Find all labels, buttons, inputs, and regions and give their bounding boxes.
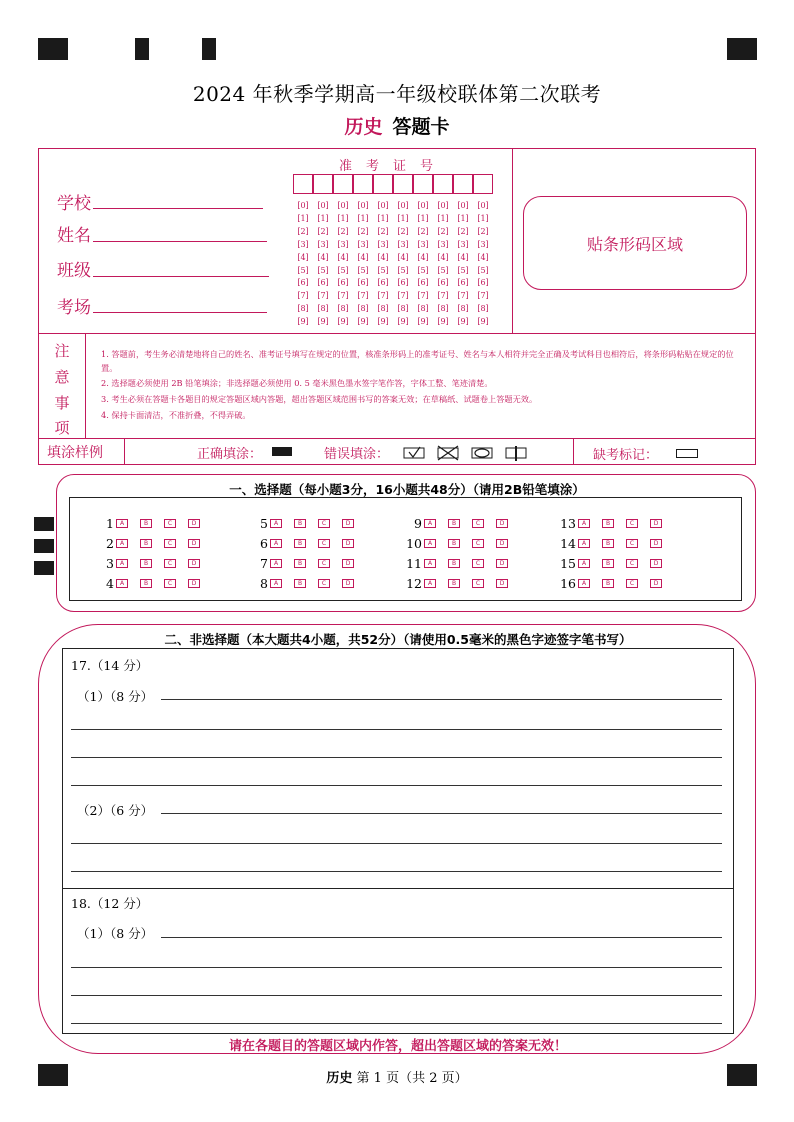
exam-number-bubble[interactable]: [2] <box>437 226 449 236</box>
option-bubble-b[interactable]: B <box>448 579 460 588</box>
exam-number-bubble[interactable]: [1] <box>317 213 329 223</box>
exam-number-bubble[interactable]: [4] <box>437 252 449 262</box>
exam-number-bubble[interactable]: [4] <box>297 252 309 262</box>
divider <box>573 438 574 465</box>
question-17-part-1-label: （1）（8 分） <box>77 689 154 704</box>
exam-number-bubble[interactable]: [4] <box>397 252 409 262</box>
notice-item-1: 1. 答题前，考生务必清楚地将自己的姓名、准考证号填写在规定的位置，核准条形码上的准考证号、姓名与本人相符并完全正确及考试科目也相符后，将条形码粘贴在规定的位置。 <box>101 349 734 373</box>
option-bubble-c[interactable]: C <box>164 579 176 588</box>
option-bubble-d[interactable]: D <box>188 539 200 548</box>
exam-number-bubble[interactable]: [3] <box>477 239 489 249</box>
exam-number-bubble[interactable]: [0] <box>337 201 349 210</box>
nonchoice-answer-area <box>62 648 734 1034</box>
option-bubble-a[interactable]: A <box>270 519 282 528</box>
footer-page-text: 第 1 页（共 2 页） <box>356 1071 468 1086</box>
registration-mark-side-1 <box>34 517 54 531</box>
exam-number-bubble[interactable]: [2] <box>417 226 429 236</box>
answer-line[interactable] <box>71 1023 722 1024</box>
exam-number-bubble[interactable]: [9] <box>337 317 349 327</box>
option-bubble-a[interactable]: A <box>116 539 128 548</box>
exam-number-bubble[interactable]: [3] <box>417 239 429 249</box>
exam-number-bubble[interactable]: [1] <box>357 213 369 223</box>
exam-number-bubble[interactable]: [8] <box>417 304 429 314</box>
exam-number-bubble[interactable]: [7] <box>417 291 429 301</box>
option-bubble-c[interactable]: C <box>472 539 484 548</box>
notice-item-3: 3. 考生必须在答题卡各题目的规定答题区域内答题，超出答题区域范围书写的答案无效；在草稿纸、试题卷上答题无效。 <box>101 394 538 404</box>
barcode-area: 贴条形码区域 <box>523 196 747 290</box>
exam-number-bubble[interactable]: [9] <box>357 317 369 327</box>
question-number: 5 <box>260 516 268 531</box>
option-bubble-a[interactable]: A <box>578 539 590 548</box>
option-bubble-a[interactable]: A <box>116 579 128 588</box>
answer-line[interactable] <box>161 699 722 700</box>
exam-number-digit-box[interactable] <box>393 174 413 194</box>
exam-number-bubble[interactable]: [0] <box>457 201 469 210</box>
footer-subject: 历史 <box>326 1071 353 1086</box>
exam-number-bubble[interactable]: [6] <box>377 278 389 288</box>
exam-number-bubble[interactable]: [6] <box>317 278 329 288</box>
exam-number-bubble[interactable]: [6] <box>337 278 349 288</box>
option-bubble-a[interactable]: A <box>424 539 436 548</box>
question-number: 7 <box>260 556 268 571</box>
exam-number-bubble[interactable]: [6] <box>417 278 429 288</box>
exam-number-bubble[interactable]: [1] <box>477 213 489 223</box>
wrong-fill-samples <box>403 445 533 461</box>
option-bubble-a[interactable]: A <box>270 579 282 588</box>
question-number: 12 <box>406 576 422 591</box>
question-number: 15 <box>560 556 576 571</box>
exam-number-bubble[interactable]: [6] <box>357 278 369 288</box>
exam-title: 2024 年秋季学期高一年级校联体第二次联考 <box>192 82 602 106</box>
option-bubble-b[interactable]: B <box>448 519 460 528</box>
exam-number-bubble[interactable]: [1] <box>377 213 389 223</box>
exam-number-bubble[interactable]: [5] <box>397 265 409 275</box>
exam-number-bubble[interactable]: [5] <box>317 265 329 275</box>
answer-line[interactable] <box>71 995 722 996</box>
option-bubble-c[interactable]: C <box>472 559 484 568</box>
option-bubble-d[interactable]: D <box>188 559 200 568</box>
exam-number-digit-box[interactable] <box>413 174 433 194</box>
exam-number-bubble[interactable]: [6] <box>397 278 409 288</box>
exam-number-digit-box[interactable] <box>313 174 333 194</box>
exam-number-bubble[interactable]: [9] <box>477 317 489 327</box>
question-number: 6 <box>260 536 268 551</box>
exam-number-bubble[interactable]: [4] <box>377 252 389 262</box>
question-number: 11 <box>406 556 422 571</box>
question-number: 10 <box>406 536 422 551</box>
exam-number-digit-box[interactable] <box>333 174 353 194</box>
exam-number-bubble[interactable]: [8] <box>397 304 409 314</box>
info-box <box>38 148 756 465</box>
exam-number-bubble[interactable]: [8] <box>337 304 349 314</box>
exam-number-bubble[interactable]: [8] <box>377 304 389 314</box>
exam-number-title: 准考证号 <box>338 159 447 174</box>
exam-number-bubble[interactable]: [1] <box>337 213 349 223</box>
exam-number-bubble[interactable]: [4] <box>337 252 349 262</box>
question-number: 13 <box>560 516 576 531</box>
option-bubble-c[interactable]: C <box>626 579 638 588</box>
exam-number-bubble[interactable]: [2] <box>457 226 469 236</box>
question-17-label: 17.（14 分） <box>71 658 149 673</box>
absent-mark-box[interactable] <box>676 449 698 458</box>
option-bubble-b[interactable]: B <box>140 539 152 548</box>
notice-heading-4: 项 <box>54 419 70 437</box>
answer-line[interactable] <box>161 813 722 814</box>
exam-number-bubble[interactable]: [0] <box>317 201 329 210</box>
exam-number-bubble[interactable]: [5] <box>477 265 489 275</box>
exam-number-bubble[interactable]: [4] <box>417 252 429 262</box>
option-bubble-c[interactable]: C <box>626 559 638 568</box>
exam-number-bubble[interactable]: [7] <box>297 291 309 301</box>
exam-number-bubble[interactable]: [5] <box>357 265 369 275</box>
option-bubble-b[interactable]: B <box>294 559 306 568</box>
subject-name: 历史 <box>344 116 383 138</box>
exam-number-bubble[interactable]: [5] <box>457 265 469 275</box>
exam-number-bubble[interactable]: [4] <box>457 252 469 262</box>
exam-number-bubble[interactable]: [9] <box>377 317 389 327</box>
card-heading <box>0 112 794 139</box>
divider <box>39 438 755 439</box>
school-label: 学校 <box>57 194 91 214</box>
question-number: 1 <box>106 516 114 531</box>
divider <box>39 333 755 334</box>
option-bubble-d[interactable]: D <box>650 519 662 528</box>
divider <box>124 438 125 465</box>
answer-line[interactable] <box>71 757 722 758</box>
exam-number-bubble[interactable]: [5] <box>437 265 449 275</box>
question-number: 16 <box>560 576 576 591</box>
option-bubble-d[interactable]: D <box>496 539 508 548</box>
exam-number-bubble[interactable]: [6] <box>457 278 469 288</box>
registration-mark-top-right <box>727 38 757 60</box>
option-bubble-c[interactable]: C <box>626 539 638 548</box>
exam-number-bubble[interactable]: [3] <box>297 239 309 249</box>
exam-number-bubble[interactable]: [8] <box>477 304 489 314</box>
exam-number-bubble[interactable]: [0] <box>437 201 449 210</box>
exam-number-digit-box[interactable] <box>373 174 393 194</box>
exam-number-bubble[interactable]: [5] <box>337 265 349 275</box>
exam-number-bubble[interactable]: [9] <box>457 317 469 327</box>
question-number: 14 <box>560 536 576 551</box>
registration-mark-side-3 <box>34 561 54 575</box>
option-bubble-c[interactable]: C <box>318 579 330 588</box>
exam-number-bubble[interactable]: [7] <box>377 291 389 301</box>
exam-number-bubble[interactable]: [1] <box>417 213 429 223</box>
option-bubble-d[interactable]: D <box>496 559 508 568</box>
exam-number-bubble[interactable]: [0] <box>377 201 389 210</box>
exam-number-bubble[interactable]: [7] <box>477 291 489 301</box>
option-bubble-c[interactable]: C <box>164 539 176 548</box>
answer-line[interactable] <box>161 937 722 938</box>
option-bubble-d[interactable]: D <box>188 519 200 528</box>
exam-number-bubble[interactable]: [1] <box>297 213 309 223</box>
question-18-label: 18.（12 分） <box>71 896 149 911</box>
exam-number-bubble[interactable]: [9] <box>397 317 409 327</box>
name-label: 姓名 <box>57 226 91 246</box>
option-bubble-b[interactable]: B <box>140 579 152 588</box>
question-number: 9 <box>414 516 422 531</box>
option-bubble-c[interactable]: C <box>318 519 330 528</box>
exam-number-bubble[interactable]: [3] <box>357 239 369 249</box>
choice-answer-area <box>69 497 742 601</box>
answer-line[interactable] <box>71 967 722 968</box>
nonchoice-section <box>38 624 756 1054</box>
option-bubble-d[interactable]: D <box>342 579 354 588</box>
correct-fill-sample <box>272 447 292 456</box>
exam-number-digit-box[interactable] <box>353 174 373 194</box>
question-divider <box>63 888 733 889</box>
exam-number-bubble[interactable]: [2] <box>337 226 349 236</box>
exam-number-bubble[interactable]: [1] <box>437 213 449 223</box>
room-label: 考场 <box>57 298 91 318</box>
notice-heading-2: 意 <box>54 368 70 386</box>
exam-number-bubble[interactable]: [3] <box>437 239 449 249</box>
option-bubble-d[interactable]: D <box>496 579 508 588</box>
option-bubble-a[interactable]: A <box>578 519 590 528</box>
option-bubble-d[interactable]: D <box>342 559 354 568</box>
class-label: 班级 <box>57 261 91 281</box>
option-bubble-b[interactable]: B <box>294 519 306 528</box>
option-bubble-a[interactable]: A <box>270 559 282 568</box>
option-bubble-b[interactable]: B <box>294 579 306 588</box>
registration-mark-side-2 <box>34 539 54 553</box>
exam-number-bubble[interactable]: [4] <box>477 252 489 262</box>
exam-number-bubble[interactable]: [8] <box>357 304 369 314</box>
exam-number-digit-box[interactable] <box>433 174 453 194</box>
registration-mark-top-left <box>38 38 68 60</box>
exam-number-bubble[interactable]: [9] <box>317 317 329 327</box>
question-number: 8 <box>260 576 268 591</box>
option-bubble-b[interactable]: B <box>140 559 152 568</box>
answer-line[interactable] <box>71 843 722 844</box>
question-17-part-2-label: （2）（6 分） <box>77 803 154 818</box>
question-number: 3 <box>106 556 114 571</box>
absent-mark-label: 缺考标记： <box>593 448 659 463</box>
option-bubble-c[interactable]: C <box>472 519 484 528</box>
choice-section-title: 一、选择题（每小题3分，16小题共48分）（请用2B铅笔填涂） <box>229 482 585 497</box>
exam-number-bubble[interactable]: [4] <box>317 252 329 262</box>
exam-number-digit-box[interactable] <box>293 174 313 194</box>
exam-number-bubble[interactable]: [5] <box>417 265 429 275</box>
option-bubble-a[interactable]: A <box>270 539 282 548</box>
exam-number-bubble[interactable]: [5] <box>297 265 309 275</box>
exam-number-bubble[interactable]: [5] <box>377 265 389 275</box>
answer-area-warning: 请在各题目的答题区域内作答，超出答题区域的答案无效！ <box>228 1039 567 1054</box>
fill-example-label: 填涂样例 <box>47 445 103 461</box>
option-bubble-a[interactable]: A <box>424 559 436 568</box>
exam-number-bubble[interactable]: [4] <box>357 252 369 262</box>
answer-line[interactable] <box>71 729 722 730</box>
school-field[interactable] <box>93 208 263 209</box>
option-bubble-a[interactable]: A <box>116 519 128 528</box>
option-bubble-d[interactable]: D <box>496 519 508 528</box>
exam-number-bubble[interactable]: [9] <box>437 317 449 327</box>
name-field[interactable] <box>93 241 267 242</box>
notice-heading-3: 事 <box>54 394 70 412</box>
registration-mark-top-3 <box>202 38 216 60</box>
option-bubble-d[interactable]: D <box>650 559 662 568</box>
exam-number-bubble[interactable]: [8] <box>317 304 329 314</box>
exam-number-bubble[interactable]: [3] <box>377 239 389 249</box>
card-name: 答题卡 <box>392 116 450 138</box>
option-bubble-c[interactable]: C <box>164 519 176 528</box>
notice-item-4: 4. 保持卡面清洁，不准折叠，不得弄破。 <box>101 410 251 420</box>
exam-number-bubble[interactable]: [8] <box>297 304 309 314</box>
option-bubble-a[interactable]: A <box>424 579 436 588</box>
answer-line[interactable] <box>71 871 722 872</box>
option-bubble-a[interactable]: A <box>116 559 128 568</box>
exam-number-bubble[interactable]: [7] <box>337 291 349 301</box>
answer-line[interactable] <box>71 785 722 786</box>
exam-number-bubble[interactable]: [7] <box>457 291 469 301</box>
option-bubble-d[interactable]: D <box>342 519 354 528</box>
exam-number-bubble[interactable]: [1] <box>397 213 409 223</box>
option-bubble-d[interactable]: D <box>188 579 200 588</box>
exam-number-bubble[interactable]: [0] <box>477 201 489 210</box>
exam-number-digit-box[interactable] <box>453 174 473 194</box>
option-bubble-b[interactable]: B <box>448 559 460 568</box>
option-bubble-b[interactable]: B <box>602 559 614 568</box>
exam-number-digit-box[interactable] <box>473 174 493 194</box>
exam-number-bubble[interactable]: [7] <box>357 291 369 301</box>
notice-item-2: 2. 选择题必须使用 2B 铅笔填涂；非选择题必须使用 0. 5 毫米黑色墨水签字笔作答，字体工整、笔迹清楚。 <box>101 378 493 388</box>
exam-number-bubble[interactable]: [3] <box>397 239 409 249</box>
exam-number-bubble[interactable]: [3] <box>317 239 329 249</box>
exam-number-bubble[interactable]: [2] <box>377 226 389 236</box>
exam-number-bubble[interactable]: [1] <box>457 213 469 223</box>
notice-heading-1: 注 <box>54 342 70 360</box>
divider <box>512 149 513 333</box>
exam-number-bubble[interactable]: [2] <box>297 226 309 236</box>
exam-number-bubble[interactable]: [3] <box>457 239 469 249</box>
exam-number-bubble[interactable]: [0] <box>297 201 309 210</box>
exam-number-bubble[interactable]: [7] <box>397 291 409 301</box>
option-bubble-c[interactable]: C <box>626 519 638 528</box>
registration-mark-top-2 <box>135 38 149 60</box>
exam-number-bubble[interactable]: [2] <box>397 226 409 236</box>
option-bubble-b[interactable]: B <box>448 539 460 548</box>
correct-fill-label: 正确填涂： <box>197 447 263 462</box>
exam-number-bubble[interactable]: [9] <box>417 317 429 327</box>
option-bubble-b[interactable]: B <box>294 539 306 548</box>
exam-number-bubble[interactable]: [9] <box>297 317 309 327</box>
option-bubble-b[interactable]: B <box>140 519 152 528</box>
exam-number-bubble[interactable]: [2] <box>317 226 329 236</box>
option-bubble-c[interactable]: C <box>318 559 330 568</box>
room-field[interactable] <box>93 312 267 313</box>
option-bubble-a[interactable]: A <box>578 559 590 568</box>
exam-number-bubble[interactable]: [8] <box>457 304 469 314</box>
option-bubble-d[interactable]: D <box>342 539 354 548</box>
question-18-part-1-label: （1）（8 分） <box>77 926 154 941</box>
exam-number-bubble[interactable]: [7] <box>317 291 329 301</box>
option-bubble-c[interactable]: C <box>164 559 176 568</box>
divider <box>85 333 86 438</box>
class-field[interactable] <box>93 276 269 277</box>
choice-section <box>56 474 756 612</box>
wrong-fill-label: 错误填涂： <box>324 447 390 462</box>
option-bubble-b[interactable]: B <box>602 579 614 588</box>
exam-number-bubble[interactable]: [6] <box>297 278 309 288</box>
exam-number-bubble[interactable]: [2] <box>477 226 489 236</box>
question-number: 2 <box>106 536 114 551</box>
option-bubble-b[interactable]: B <box>602 539 614 548</box>
option-bubble-c[interactable]: C <box>472 579 484 588</box>
option-bubble-d[interactable]: D <box>650 539 662 548</box>
exam-number-bubble[interactable]: [0] <box>397 201 409 210</box>
exam-number-bubble[interactable]: [6] <box>437 278 449 288</box>
option-bubble-d[interactable]: D <box>650 579 662 588</box>
exam-number-bubble[interactable]: [7] <box>437 291 449 301</box>
nonchoice-section-title: 二、非选择题（本大题共4小题，共52分）（请使用0.5毫米的黑色字迹签字笔书写） <box>164 632 632 647</box>
exam-number-bubble[interactable]: [3] <box>337 239 349 249</box>
exam-number-bubble[interactable]: [6] <box>477 278 489 288</box>
exam-number-bubble[interactable]: [0] <box>417 201 429 210</box>
option-bubble-a[interactable]: A <box>578 579 590 588</box>
option-bubble-b[interactable]: B <box>602 519 614 528</box>
option-bubble-a[interactable]: A <box>424 519 436 528</box>
option-bubble-c[interactable]: C <box>318 539 330 548</box>
exam-number-bubble[interactable]: [8] <box>437 304 449 314</box>
exam-number-bubble[interactable]: [2] <box>357 226 369 236</box>
question-number: 4 <box>106 576 114 591</box>
exam-number-bubble[interactable]: [0] <box>357 201 369 210</box>
page-footer <box>0 1067 794 1086</box>
